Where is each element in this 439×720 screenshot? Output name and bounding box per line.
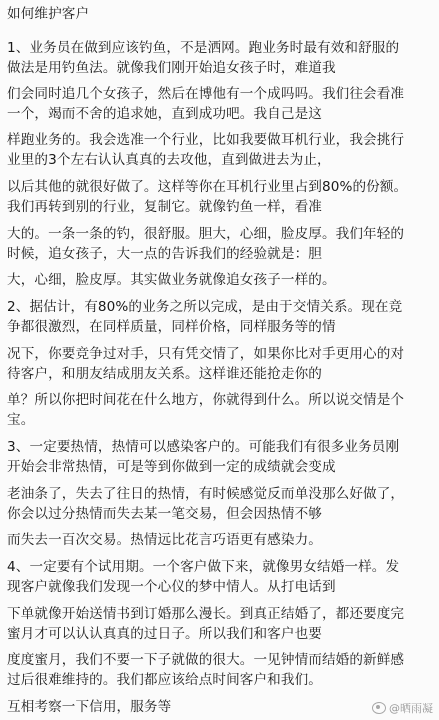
text-line: 3、一定要热情，热情可以感染客户的。可能我们有很多业务员刚: [7, 439, 400, 455]
text-line: 们会同时追几个女孩子，然后在博他有一个成吗吗。我们往会看准: [7, 86, 405, 102]
text-line: 而失去一百次交易。热情远比花言巧语更有感染力。: [7, 532, 322, 548]
text-line: 你会以过分热情而失去某一笔交易，但会因热情不够: [7, 506, 322, 522]
document-title: 如何维护客户: [7, 6, 90, 22]
text-line: 一个，竭而不舍的追求她，直到成功吧。我自己是这: [7, 106, 322, 122]
text-line: 况下，你要竞争过对手，只有凭交情了，如果你比对手更用心的对: [7, 346, 405, 362]
watermark: [372, 700, 433, 716]
text-line: 4、一定要有个试用期。一个客户做下来，就像男女结婚一样。发: [7, 559, 400, 575]
text-line: 争都很激烈，在同样质量，同样价格，同样服务等的情: [7, 319, 336, 335]
watermark-text: @晒雨凝: [389, 702, 433, 715]
text-line: 蜜月才可以认认真真的过日子。所以我们和客户也要: [7, 626, 322, 642]
text-line: 互相考察一下信用，服务等: [7, 699, 172, 715]
text-line: 过后很难维持的。我们都应该给点时间客户和我们。: [7, 672, 322, 688]
text-line: 待客户，和朋友结成朋友关系。这样谁还能抢走你的: [7, 366, 322, 382]
text-line: 单？所以你把时间花在什么地方，你就得到什么。所以说交情是个: [7, 392, 405, 408]
text-line: 样跑业务的。我会选准一个行业，比如我要做耳机行业，我会挑行: [7, 132, 405, 148]
weibo-logo-icon: [372, 702, 386, 714]
text-line: 业里的3个左右认认真真的去攻他，直到做进去为止，: [7, 152, 331, 168]
text-line: 做法是用钓鱼法。就像我们刚开始追女孩子时，难道我: [7, 60, 336, 76]
text-line: 开始会非常热情，可是等到你做到一定的成绩就会变成: [7, 459, 336, 475]
text-line: 我们再转到别的行业，复制它。就像钓鱼一样，看准: [7, 199, 322, 215]
text-line: 以后其他的就很好做了。这样等你在耳机行业里占到80%的份额。: [7, 179, 408, 195]
text-line: 下单就像开始送情书到订婚那么漫长。到真正结婚了，都还要度完: [7, 606, 405, 622]
text-line: 大，心细，脸皮厚。其实做业务就像追女孩子一样的。: [7, 272, 336, 288]
text-line: 大的。一条一条的钓，很舒服。胆大，心细，脸皮厚。我们年轻的: [7, 226, 405, 242]
text-line: 1、业务员在做到应该钓鱼，不是洒网。跑业务时最有效和舒服的: [7, 40, 400, 56]
text-line: 2、据估计，有80%的业务之所以完成，是由于交情关系。现在竞: [7, 299, 403, 315]
text-line: 宝。: [7, 412, 35, 428]
text-line: 老油条了，失去了往日的热情，有时候感觉反而单没那么好做了，: [7, 486, 405, 502]
text-line: 时候，追女孩子，大一点的告诉我们的经验就是：胆: [7, 246, 322, 262]
text-line: 度度蜜月，我们不要一下子就做的很大。一见钟情而结婚的新鲜感: [7, 652, 405, 668]
text-line: 现客户就像我们发现一个心仪的梦中情人。从打电话到: [7, 579, 336, 595]
